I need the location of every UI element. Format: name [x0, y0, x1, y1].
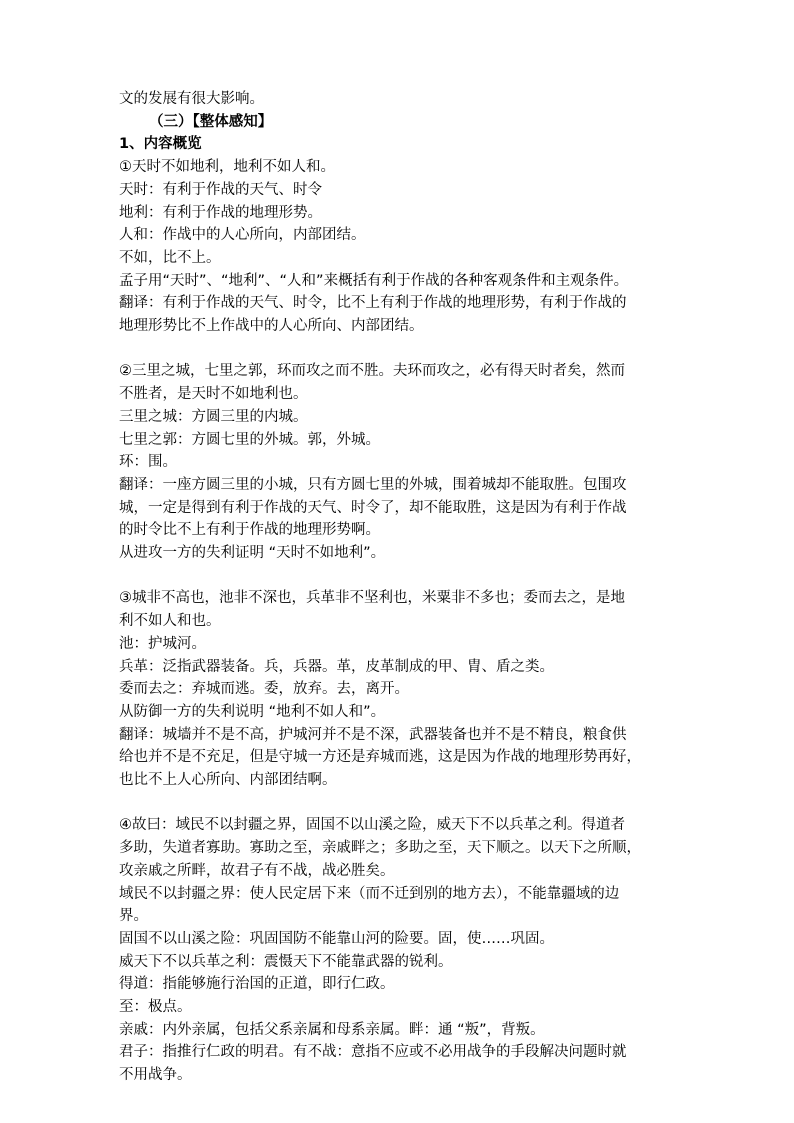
text-line: ④故曰：域民不以封疆之界，固国不以山溪之险，威天下不以兵革之利。得道者	[119, 817, 625, 834]
text-line: 从进攻一方的失利证明 “天时不如地利”。	[119, 545, 386, 562]
text-line: 地理形势比不上作战中的人心所向、内部团结。	[119, 318, 424, 335]
blank-line	[119, 338, 679, 361]
text-line: 七里之郭：方圆七里的外城。郭，外城。	[119, 431, 380, 448]
text-line: 君子：指推行仁政的明君。有不战：意指不应或不必用战争的手段解决问题时就	[119, 1044, 627, 1061]
subsection-heading: 1、内容概览	[119, 136, 202, 153]
text-line: 从防御一方的失利说明 “地利不如人和”。	[119, 703, 386, 720]
text-line: 给也并不是不充足，但是守城一方还是弃城而逃，这是因为作战的地理形势再好，	[119, 749, 641, 766]
text-line: 兵革：泛指武器装备。兵，兵器。革，皮革制成的甲、胄、盾之类。	[119, 658, 554, 675]
text-line: ③城非不高也，池非不深也，兵革非不坚利也，米粟非不多也；委而去之，是地	[119, 590, 625, 607]
text-line: 得道：指能够施行治国的正道，即行仁政。	[119, 976, 395, 993]
text-line: 委而去之：弃城而逃。委，放弃。去，离开。	[119, 681, 409, 698]
text-line: 不胜者，是天时不如地利也。	[119, 386, 308, 403]
text-line: 地利：有利于作战的地理形势。	[119, 204, 322, 221]
text-line: 的时令比不上有利于作战的地理形势啊。	[119, 522, 380, 539]
text-line: 亲戚：内外亲属，包括父系亲属和母系亲属。畔：通 “叛”，背叛。	[119, 1021, 545, 1038]
text-line: ①天时不如地利，地利不如人和。	[119, 159, 335, 176]
text-line: 多助，失道者寡助。寡助之至，亲戚畔之；多助之至，天下顺之。以天下之所顺，	[119, 840, 641, 857]
text-line: 至：极点。	[119, 999, 192, 1016]
section-heading: （三）【整体感知】	[149, 113, 273, 130]
text-line: ②三里之城，七里之郭，环而攻之而不胜。夫环而攻之，必有得天时者矣，然而	[119, 363, 625, 380]
text-line: 利不如人和也。	[119, 613, 221, 630]
text-line: 域民不以封疆之界：使人民定居下来（而不迁到别的地方去），不能靠疆域的边	[119, 885, 620, 902]
text-line: 固国不以山溪之险：巩固国防不能靠山河的险要。固，使……巩固。	[119, 930, 554, 947]
text-line: 环：围。	[119, 454, 177, 471]
text-line: 不用战争。	[119, 1067, 192, 1084]
text-line: 人和：作战中的人心所向，内部团结。	[119, 227, 366, 244]
text-line: 孟子用“天时”、“地利”、“人和”来概括有利于作战的各种客观条件和主观条件。	[119, 272, 629, 289]
text-line: 也比不上人心所向、内部团结啊。	[119, 772, 337, 789]
text-line: 不如，比不上。	[119, 249, 221, 266]
text-line: 文的发展有很大影响。	[119, 91, 264, 107]
text-line: 翻译：城墙并不是不高，护城河并不是不深，武器装备也并不是不精良，粮食供	[119, 726, 627, 743]
text-line: 威天下不以兵革之利：震慑天下不能靠武器的锐利。	[119, 953, 453, 970]
text-line: 池：护城河。	[119, 635, 206, 652]
text-line: 城，一定是得到有利于作战的天气、时令了，却不能取胜，这是因为有利于作战	[119, 499, 627, 516]
text-line: 三里之城：方圆三里的内城。	[119, 408, 308, 425]
text-line: 翻译：一座方圆三里的小城，只有方圆七里的外城，围着城却不能取胜。包围攻	[119, 476, 627, 493]
text-line: 界。	[119, 908, 148, 925]
document-body	[119, 88, 679, 1087]
text-line: 翻译：有利于作战的天气、时令，比不上有利于作战的地理形势，有利于作战的	[119, 295, 627, 312]
text-line: 天时：有利于作战的天气、时令	[119, 181, 322, 198]
text-line: 攻亲戚之所畔，故君子有不战，战必胜矣。	[119, 862, 395, 879]
blank-line	[119, 792, 679, 815]
blank-line	[119, 565, 679, 588]
